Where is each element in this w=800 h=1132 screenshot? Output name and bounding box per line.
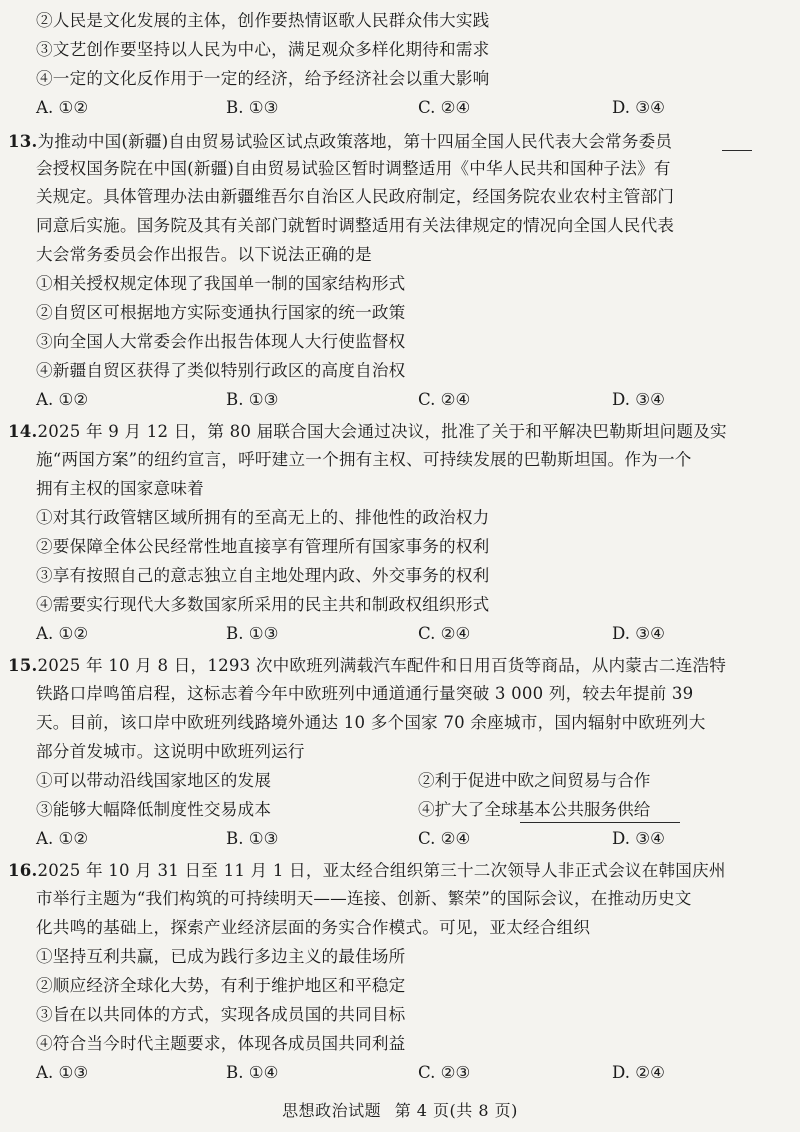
statement-item: ①坚持互利共赢，已成为践行多边主义的最佳场所 [36,947,406,966]
question-stem-line: 拥有主权的国家意味着 [36,479,204,498]
statement-item: ①相关授权规定体现了我国单一制的国家结构形式 [36,274,406,293]
option-a[interactable]: A. ①② [36,624,89,643]
question-stem-line: 13.为推动中国(新疆)自由贸易试验区试点政策落地，第十四届全国人民代表大会常务委员 [8,131,673,151]
option-c[interactable]: C. ②④ [418,829,471,848]
statement-item: ④扩大了全球基本公共服务供给 [418,800,651,819]
option-b[interactable]: B. ①③ [226,390,279,409]
question-number: 15. [8,655,38,675]
question-stem-line: 16.2025 年 10 月 31 日至 11 月 1 日，亚太经合组织第三十二次领导人非正式会议在韩国庆州 [8,860,726,880]
statement-item: ①对其行政管辖区域所拥有的至高无上的、排他性的政治权力 [36,508,490,527]
option-d[interactable]: D. ③④ [612,390,666,409]
option-a[interactable]: A. ①③ [36,1063,89,1082]
statement-item: ③享有按照自己的意志独立自主地处理内政、外交事务的权利 [36,566,490,585]
option-b[interactable]: B. ①③ [226,98,279,117]
question-stem-line: 市举行主题为“我们构筑的可持续明天——连接、创新、繁荣”的国际会议，在推动历史文 [36,889,692,908]
handwritten-underline [722,150,752,151]
page-footer [0,1098,800,1121]
statement-item: ③旨在以共同体的方式，实现各成员国的共同目标 [36,1005,406,1024]
question-stem-line: 关规定。具体管理办法由新疆维吾尔自治区人民政府制定，经国务院农业农村主管部门 [36,187,675,206]
statement-item: ①可以带动沿线国家地区的发展 [36,771,272,790]
option-c[interactable]: C. ②③ [418,1063,471,1082]
statement-item: ④符合当今时代主题要求，体现各成员国共同利益 [36,1034,406,1053]
question-number: 14. [8,421,38,441]
statement-item: ③能够大幅降低制度性交易成本 [36,800,272,819]
question-stem-line: 15.2025 年 10 月 8 日，1293 次中欧班列满载汽车配件和日用百货等商品，从内蒙古二连浩特 [8,655,727,675]
statement-item: ③向全国人大常委会作出报告体现人大行使监督权 [36,332,406,351]
question-stem-line: 14.2025 年 9 月 12 日，第 80 届联合国大会通过决议，批准了关于和平解决巴勒斯坦问题及实 [8,421,727,441]
option-b[interactable]: B. ①③ [226,624,279,643]
statement-item: ②利于促进中欧之间贸易与合作 [418,771,651,790]
option-d[interactable]: D. ③④ [612,98,666,117]
statement-item: ②自贸区可根据地方实际变通执行国家的统一政策 [36,303,406,322]
question-stem-line: 天。目前，该口岸中欧班列线路境外通达 10 多个国家 70 余座城市，国内辐射中欧班列大 [36,713,706,732]
question-stem-line: 同意后实施。国务院及其有关部门就暂时调整适用有关法律规定的情况向全国人民代表 [36,216,675,235]
statement-item: ④一定的文化反作用于一定的经济，给予经济社会以重大影响 [36,69,490,88]
option-d[interactable]: D. ③④ [612,624,666,643]
statement-item: ③文艺创作要坚持以人民为中心，满足观众多样化期待和需求 [36,40,490,59]
statement-item: ②顺应经济全球化大势，有利于维护地区和平稳定 [36,976,406,995]
question-number: 13. [8,131,38,151]
question-stem-line: 会授权国务院在中国(新疆)自由贸易试验区暂时调整适用《中华人民共和国种子法》有 [36,159,671,178]
option-a[interactable]: A. ①② [36,98,89,117]
option-d[interactable]: D. ③④ [612,829,666,848]
option-c[interactable]: C. ②④ [418,98,471,117]
statement-item: ④需要实行现代大多数国家所采用的民主共和制政权组织形式 [36,595,490,614]
option-a[interactable]: A. ①② [36,829,89,848]
option-c[interactable]: C. ②④ [418,390,471,409]
option-b[interactable]: B. ①③ [226,829,279,848]
option-c[interactable]: C. ②④ [418,624,471,643]
question-stem-line: 大会常务委员会作出报告。以下说法正确的是 [36,245,372,264]
question-stem-line: 化共鸣的基础上，探索产业经济层面的务实合作模式。可见，亚太经合组织 [36,918,591,937]
handwritten-underline [520,822,680,823]
footer-subject: 思想政治试题 [282,1101,382,1120]
statement-item: ②人民是文化发展的主体，创作要热情讴歌人民群众伟大实践 [36,11,490,30]
option-b[interactable]: B. ①④ [226,1063,279,1082]
question-number: 16. [8,860,38,880]
footer-page-number: 第 4 页(共 8 页) [394,1101,518,1120]
option-d[interactable]: D. ②④ [612,1063,666,1082]
question-stem-line: 施“两国方案”的纽约宣言，呼吁建立一个拥有主权、可持续发展的巴勒斯坦国。作为一个 [36,450,692,469]
question-stem-line: 铁路口岸鸣笛启程，这标志着今年中欧班列中通道通行量突破 3 000 列，较去年提前 39 [36,684,694,703]
statement-item: ④新疆自贸区获得了类似特别行政区的高度自治权 [36,361,406,380]
statement-item: ②要保障全体公民经常性地直接享有管理所有国家事务的权利 [36,537,490,556]
question-stem-line: 部分首发城市。这说明中欧班列运行 [36,742,305,761]
option-a[interactable]: A. ①② [36,390,89,409]
